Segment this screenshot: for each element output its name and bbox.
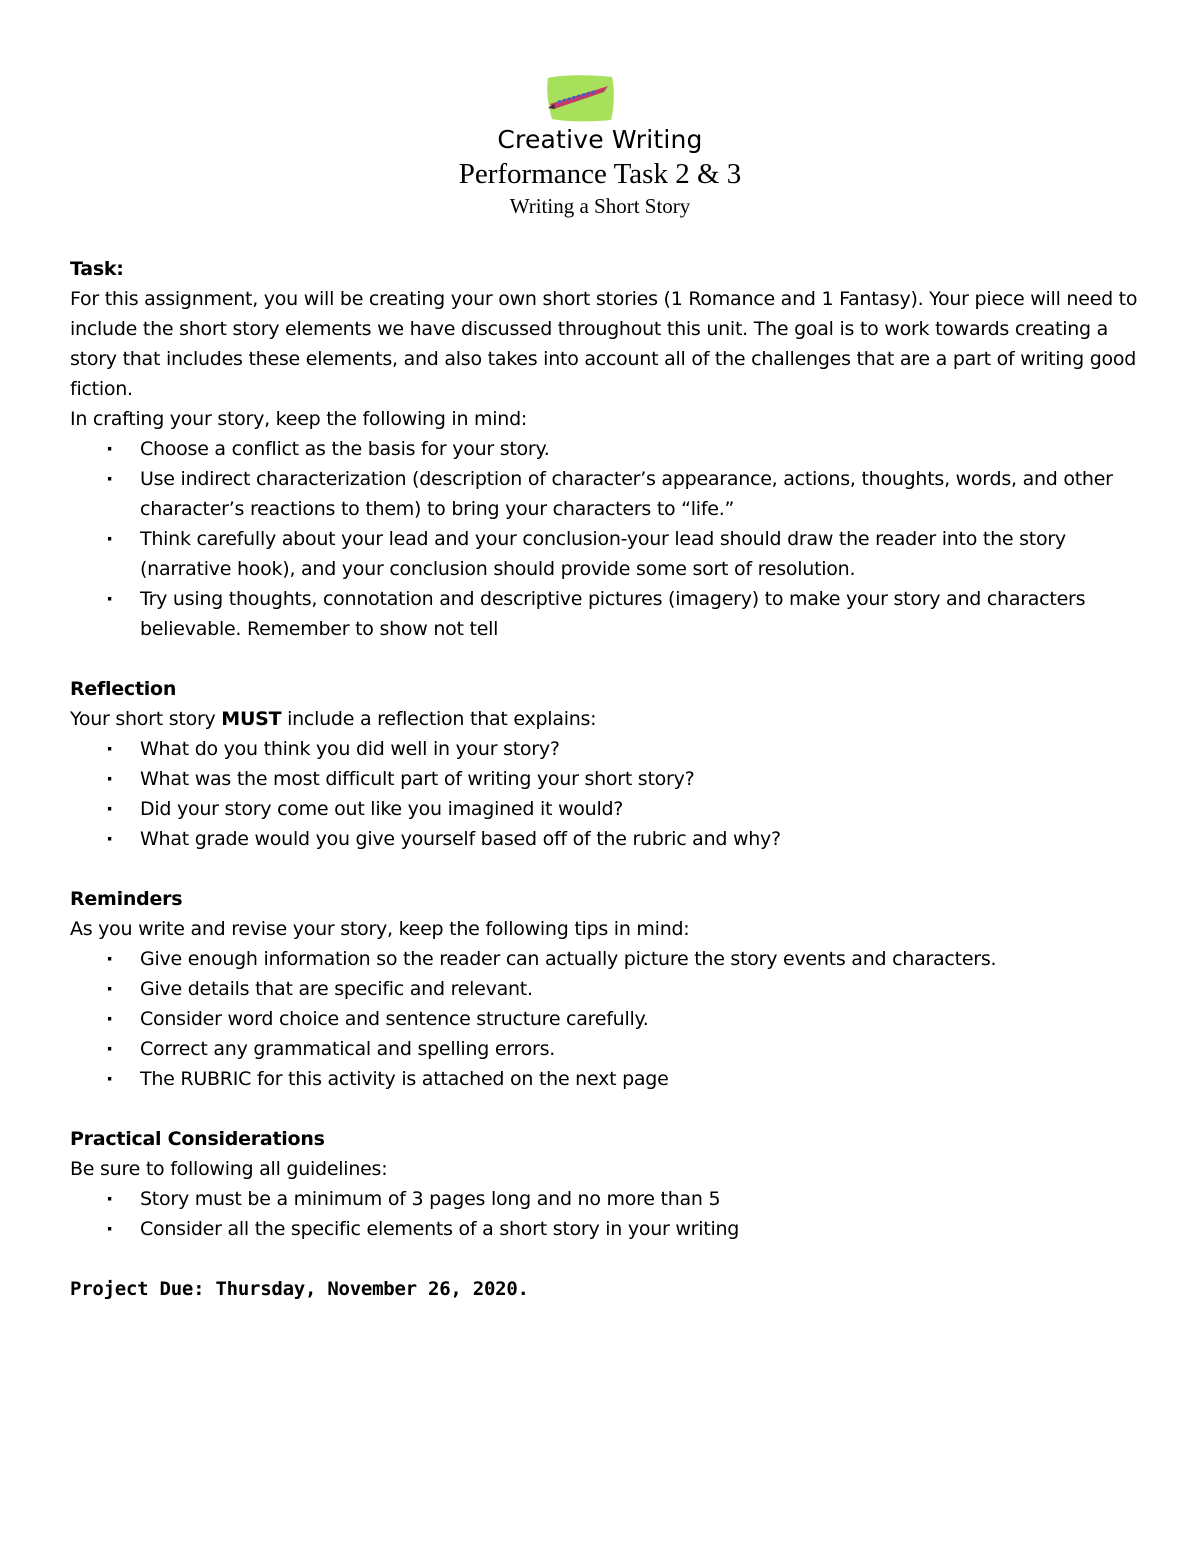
list-item: · Consider all the specific elements of a short story in your writing <box>70 1214 1150 1244</box>
list-item: · What do you think you did well in your story? <box>70 734 1150 764</box>
reminders-list <box>70 944 1150 1094</box>
title-block <box>0 124 1200 220</box>
task-heading: Task: <box>70 258 124 280</box>
document-body <box>70 254 1150 1304</box>
list-item: · What grade would you give yourself based off of the rubric and why? <box>70 824 1150 854</box>
list-item: · Story must be a minimum of 3 pages long and no more than 5 <box>70 1184 1150 1214</box>
practical-heading: Practical Considerations <box>70 1128 325 1150</box>
reflection-list <box>70 734 1150 854</box>
task-intro: In crafting your story, keep the following in mind: <box>70 408 528 430</box>
reminders-intro: As you write and revise your story, keep the following tips in mind: <box>70 918 690 940</box>
practical-list <box>70 1184 1150 1244</box>
reflection-intro-emphasis: MUST <box>221 708 282 730</box>
list-item: · Choose a conflict as the basis for your story. <box>70 434 1150 464</box>
reflection-heading: Reflection <box>70 678 177 700</box>
pen-logo-icon <box>544 72 616 124</box>
list-item: · The RUBRIC for this activity is attached on the next page <box>70 1064 1150 1094</box>
page-subtitle: Performance Task 2 & 3 <box>458 158 742 190</box>
page-subsubtitle: Writing a Short Story <box>509 194 691 218</box>
list-item: · Give details that are specific and relevant. <box>70 974 1150 1004</box>
page-title: Creative Writing <box>497 125 703 154</box>
list-item: · Correct any grammatical and spelling errors. <box>70 1034 1150 1064</box>
list-item: · Consider word choice and sentence structure carefully. <box>70 1004 1150 1034</box>
list-item: · Did your story come out like you imagined it would? <box>70 794 1150 824</box>
reflection-intro-before: Your short story <box>70 708 222 730</box>
reflection-intro <box>70 704 1150 734</box>
list-item: · Use indirect characterization (description of character’s appearance, actions, thoughts, words, and other character’s reactions to them) to bring your characters to “life.” <box>70 464 1150 524</box>
list-item: · What was the most difficult part of writing your short story? <box>70 764 1150 794</box>
list-item: · Try using thoughts, connotation and descriptive pictures (imagery) to make your story and characters believable. Remember to show not tell <box>70 584 1150 644</box>
reflection-intro-after: include a reflection that explains: <box>281 708 597 730</box>
task-paragraph: For this assignment, you will be creating your own short stories (1 Romance and 1 Fantasy). Your piece will need to include the short story elements we have discussed throughout this unit. The goal is to work towards creating a story that includes these elements, and also takes into account all of the challenges that are a part of writing good fiction. <box>70 288 1138 400</box>
project-due-date: Project Due: Thursday, November 26, 2020. <box>70 1278 529 1300</box>
list-item: · Give enough information so the reader can actually picture the story events and characters. <box>70 944 1150 974</box>
list-item: · Think carefully about your lead and your conclusion-your lead should draw the reader into the story (narrative hook), and your conclusion should provide some sort of resolution. <box>70 524 1150 584</box>
task-list <box>70 434 1150 644</box>
reminders-heading: Reminders <box>70 888 183 910</box>
practical-intro: Be sure to following all guidelines: <box>70 1158 388 1180</box>
